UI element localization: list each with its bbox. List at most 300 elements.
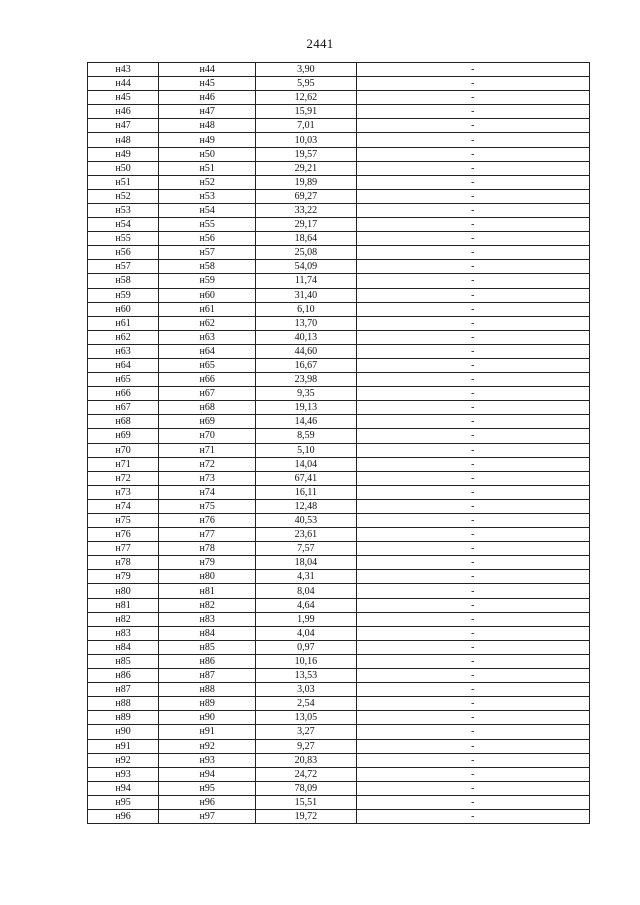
to-point-cell: н97 <box>159 809 256 823</box>
table-row <box>88 330 590 344</box>
note-cell <box>356 570 589 584</box>
distance-cell: 15,91 <box>256 105 356 119</box>
from-point-cell: н58 <box>88 274 159 288</box>
to-point-cell: н58 <box>159 260 256 274</box>
to-point-cell: н60 <box>159 288 256 302</box>
from-point-cell: н49 <box>88 147 159 161</box>
from-point-cell: н53 <box>88 203 159 217</box>
from-point-cell: н82 <box>88 612 159 626</box>
table-row <box>88 654 590 668</box>
to-point-cell: н83 <box>159 612 256 626</box>
note-dash: - <box>471 261 475 273</box>
distance-cell: 18,04 <box>256 556 356 570</box>
table-row <box>88 725 590 739</box>
distance-cell: 23,98 <box>256 373 356 387</box>
from-point-cell: н80 <box>88 584 159 598</box>
note-dash: - <box>471 134 475 146</box>
note-cell <box>356 189 589 203</box>
note-dash: - <box>471 219 475 231</box>
note-cell <box>356 753 589 767</box>
table-row <box>88 316 590 330</box>
from-point-cell: н94 <box>88 781 159 795</box>
to-point-cell: н72 <box>159 457 256 471</box>
note-cell <box>356 302 589 316</box>
note-cell <box>356 133 589 147</box>
note-dash: - <box>471 106 475 118</box>
note-cell <box>356 683 589 697</box>
from-point-cell: н75 <box>88 514 159 528</box>
note-dash: - <box>471 726 475 738</box>
from-point-cell: н89 <box>88 711 159 725</box>
from-point-cell: н63 <box>88 344 159 358</box>
table-row <box>88 358 590 372</box>
table-row <box>88 640 590 654</box>
distance-cell: 9,35 <box>256 387 356 401</box>
note-dash: - <box>471 120 475 132</box>
distance-cell: 4,64 <box>256 598 356 612</box>
table-row <box>88 302 590 316</box>
note-dash: - <box>471 486 475 498</box>
to-point-cell: н87 <box>159 669 256 683</box>
table-row <box>88 288 590 302</box>
note-cell <box>356 91 589 105</box>
note-dash: - <box>471 641 475 653</box>
from-point-cell: н88 <box>88 697 159 711</box>
note-cell <box>356 330 589 344</box>
to-point-cell: н96 <box>159 795 256 809</box>
table-row <box>88 161 590 175</box>
distance-cell: 0,97 <box>256 640 356 654</box>
to-point-cell: н78 <box>159 542 256 556</box>
distance-cell: 1,99 <box>256 612 356 626</box>
distance-cell: 25,08 <box>256 246 356 260</box>
boundary-points-table <box>87 62 590 824</box>
table-row <box>88 274 590 288</box>
note-dash: - <box>471 275 475 287</box>
distance-cell: 67,41 <box>256 471 356 485</box>
from-point-cell: н45 <box>88 91 159 105</box>
distance-cell: 12,62 <box>256 91 356 105</box>
note-dash: - <box>471 289 475 301</box>
distance-cell: 13,05 <box>256 711 356 725</box>
note-dash: - <box>471 599 475 611</box>
to-point-cell: н94 <box>159 767 256 781</box>
distance-cell: 10,16 <box>256 654 356 668</box>
note-cell <box>356 232 589 246</box>
to-point-cell: н82 <box>159 598 256 612</box>
note-dash: - <box>471 811 475 823</box>
distance-cell: 15,51 <box>256 795 356 809</box>
from-point-cell: н68 <box>88 415 159 429</box>
to-point-cell: н66 <box>159 373 256 387</box>
from-point-cell: н85 <box>88 654 159 668</box>
distance-cell: 3,03 <box>256 683 356 697</box>
to-point-cell: н65 <box>159 358 256 372</box>
table-row <box>88 711 590 725</box>
table-row <box>88 528 590 542</box>
note-dash: - <box>471 162 475 174</box>
note-cell <box>356 161 589 175</box>
to-point-cell: н80 <box>159 570 256 584</box>
table-row <box>88 246 590 260</box>
from-point-cell: н51 <box>88 175 159 189</box>
distance-cell: 69,27 <box>256 189 356 203</box>
note-cell <box>356 514 589 528</box>
distance-cell: 16,11 <box>256 485 356 499</box>
from-point-cell: н54 <box>88 218 159 232</box>
from-point-cell: н96 <box>88 809 159 823</box>
distance-cell: 78,09 <box>256 781 356 795</box>
from-point-cell: н55 <box>88 232 159 246</box>
to-point-cell: н76 <box>159 514 256 528</box>
table-row <box>88 499 590 513</box>
distance-cell: 19,57 <box>256 147 356 161</box>
note-cell <box>356 669 589 683</box>
note-cell <box>356 598 589 612</box>
to-point-cell: н64 <box>159 344 256 358</box>
distance-cell: 40,53 <box>256 514 356 528</box>
table-row <box>88 260 590 274</box>
to-point-cell: н92 <box>159 739 256 753</box>
note-dash: - <box>471 374 475 386</box>
table-row <box>88 683 590 697</box>
from-point-cell: н52 <box>88 189 159 203</box>
note-dash: - <box>471 317 475 329</box>
note-dash: - <box>471 402 475 414</box>
note-dash: - <box>471 64 475 76</box>
to-point-cell: н89 <box>159 697 256 711</box>
distance-cell: 40,13 <box>256 330 356 344</box>
table-row <box>88 147 590 161</box>
note-dash: - <box>471 176 475 188</box>
distance-cell: 8,04 <box>256 584 356 598</box>
note-dash: - <box>471 655 475 667</box>
to-point-cell: н67 <box>159 387 256 401</box>
note-cell <box>356 415 589 429</box>
table-row <box>88 189 590 203</box>
distance-cell: 16,67 <box>256 358 356 372</box>
note-cell <box>356 739 589 753</box>
table-row <box>88 485 590 499</box>
note-cell <box>356 528 589 542</box>
table-row <box>88 373 590 387</box>
from-point-cell: н69 <box>88 429 159 443</box>
note-cell <box>356 485 589 499</box>
table-row <box>88 514 590 528</box>
note-dash: - <box>471 247 475 259</box>
distance-cell: 31,40 <box>256 288 356 302</box>
note-dash: - <box>471 627 475 639</box>
distance-cell: 23,61 <box>256 528 356 542</box>
from-point-cell: н79 <box>88 570 159 584</box>
page-number: 2441 <box>306 36 334 51</box>
distance-cell: 29,17 <box>256 218 356 232</box>
distance-cell: 5,10 <box>256 443 356 457</box>
table-row <box>88 739 590 753</box>
from-point-cell: н67 <box>88 401 159 415</box>
note-dash: - <box>471 698 475 710</box>
note-dash: - <box>471 92 475 104</box>
to-point-cell: н49 <box>159 133 256 147</box>
note-cell <box>356 119 589 133</box>
table-row <box>88 809 590 823</box>
note-dash: - <box>471 430 475 442</box>
from-point-cell: н87 <box>88 683 159 697</box>
distance-cell: 5,95 <box>256 77 356 91</box>
note-cell <box>356 809 589 823</box>
table-row <box>88 119 590 133</box>
note-dash: - <box>471 458 475 470</box>
to-point-cell: н63 <box>159 330 256 344</box>
table-row <box>88 612 590 626</box>
to-point-cell: н51 <box>159 161 256 175</box>
distance-cell: 8,59 <box>256 429 356 443</box>
table-row <box>88 626 590 640</box>
table-row <box>88 344 590 358</box>
note-dash: - <box>471 78 475 90</box>
distance-cell: 24,72 <box>256 767 356 781</box>
table-row <box>88 598 590 612</box>
distance-cell: 4,31 <box>256 570 356 584</box>
note-dash: - <box>471 303 475 315</box>
to-point-cell: н47 <box>159 105 256 119</box>
note-cell <box>356 471 589 485</box>
from-point-cell: н73 <box>88 485 159 499</box>
to-point-cell: н52 <box>159 175 256 189</box>
from-point-cell: н84 <box>88 640 159 654</box>
distance-cell: 7,01 <box>256 119 356 133</box>
note-dash: - <box>471 768 475 780</box>
to-point-cell: н90 <box>159 711 256 725</box>
note-cell <box>356 147 589 161</box>
distance-cell: 2,54 <box>256 697 356 711</box>
table-row <box>88 91 590 105</box>
note-dash: - <box>471 529 475 541</box>
to-point-cell: н55 <box>159 218 256 232</box>
distance-cell: 12,48 <box>256 499 356 513</box>
note-cell <box>356 542 589 556</box>
note-cell <box>356 203 589 217</box>
distance-cell: 3,27 <box>256 725 356 739</box>
note-cell <box>356 105 589 119</box>
from-point-cell: н90 <box>88 725 159 739</box>
to-point-cell: н46 <box>159 91 256 105</box>
note-dash: - <box>471 712 475 724</box>
distance-cell: 19,13 <box>256 401 356 415</box>
from-point-cell: н71 <box>88 457 159 471</box>
note-cell <box>356 77 589 91</box>
to-point-cell: н75 <box>159 499 256 513</box>
table-row <box>88 63 590 77</box>
distance-cell: 7,57 <box>256 542 356 556</box>
from-point-cell: н91 <box>88 739 159 753</box>
note-cell <box>356 443 589 457</box>
table-row <box>88 753 590 767</box>
from-point-cell: н61 <box>88 316 159 330</box>
distance-cell: 9,27 <box>256 739 356 753</box>
distance-cell: 14,46 <box>256 415 356 429</box>
table-row <box>88 584 590 598</box>
table-row <box>88 767 590 781</box>
note-cell <box>356 584 589 598</box>
table-row <box>88 232 590 246</box>
to-point-cell: н50 <box>159 147 256 161</box>
to-point-cell: н73 <box>159 471 256 485</box>
note-cell <box>356 654 589 668</box>
from-point-cell: н56 <box>88 246 159 260</box>
note-dash: - <box>471 472 475 484</box>
note-dash: - <box>471 148 475 160</box>
note-dash: - <box>471 360 475 372</box>
distance-cell: 13,70 <box>256 316 356 330</box>
to-point-cell: н44 <box>159 63 256 77</box>
note-cell <box>356 711 589 725</box>
to-point-cell: н54 <box>159 203 256 217</box>
from-point-cell: н78 <box>88 556 159 570</box>
note-dash: - <box>471 796 475 808</box>
note-cell <box>356 499 589 513</box>
to-point-cell: н95 <box>159 781 256 795</box>
table-row <box>88 781 590 795</box>
to-point-cell: н93 <box>159 753 256 767</box>
from-point-cell: н65 <box>88 373 159 387</box>
table-row <box>88 570 590 584</box>
distance-cell: 13,53 <box>256 669 356 683</box>
from-point-cell: н77 <box>88 542 159 556</box>
note-dash: - <box>471 670 475 682</box>
note-cell <box>356 274 589 288</box>
table-row <box>88 457 590 471</box>
note-cell <box>356 373 589 387</box>
note-dash: - <box>471 571 475 583</box>
distance-cell: 33,22 <box>256 203 356 217</box>
from-point-cell: н95 <box>88 795 159 809</box>
from-point-cell: н43 <box>88 63 159 77</box>
from-point-cell: н59 <box>88 288 159 302</box>
note-dash: - <box>471 515 475 527</box>
table-row <box>88 415 590 429</box>
note-dash: - <box>471 388 475 400</box>
note-dash: - <box>471 585 475 597</box>
note-dash: - <box>471 416 475 428</box>
note-dash: - <box>471 740 475 752</box>
table-row <box>88 77 590 91</box>
from-point-cell: н60 <box>88 302 159 316</box>
table-row <box>88 175 590 189</box>
from-point-cell: н64 <box>88 358 159 372</box>
note-dash: - <box>471 444 475 456</box>
distance-cell: 4,04 <box>256 626 356 640</box>
table-row <box>88 443 590 457</box>
to-point-cell: н48 <box>159 119 256 133</box>
distance-cell: 3,90 <box>256 63 356 77</box>
table-row <box>88 133 590 147</box>
note-cell <box>356 63 589 77</box>
note-cell <box>356 218 589 232</box>
note-cell <box>356 288 589 302</box>
to-point-cell: н77 <box>159 528 256 542</box>
table-row <box>88 387 590 401</box>
table-body <box>88 63 590 824</box>
note-dash: - <box>471 684 475 696</box>
note-cell <box>356 697 589 711</box>
to-point-cell: н81 <box>159 584 256 598</box>
from-point-cell: н66 <box>88 387 159 401</box>
from-point-cell: н83 <box>88 626 159 640</box>
note-dash: - <box>471 204 475 216</box>
table-row <box>88 429 590 443</box>
distance-cell: 20,83 <box>256 753 356 767</box>
from-point-cell: н81 <box>88 598 159 612</box>
note-cell <box>356 626 589 640</box>
to-point-cell: н85 <box>159 640 256 654</box>
to-point-cell: н86 <box>159 654 256 668</box>
note-dash: - <box>471 543 475 555</box>
from-point-cell: н86 <box>88 669 159 683</box>
note-dash: - <box>471 613 475 625</box>
note-cell <box>356 260 589 274</box>
note-cell <box>356 429 589 443</box>
note-cell <box>356 795 589 809</box>
note-cell <box>356 401 589 415</box>
note-cell <box>356 175 589 189</box>
table-row <box>88 401 590 415</box>
table-row <box>88 542 590 556</box>
table-row <box>88 471 590 485</box>
note-cell <box>356 358 589 372</box>
note-cell <box>356 781 589 795</box>
distance-cell: 44,60 <box>256 344 356 358</box>
distance-cell: 54,09 <box>256 260 356 274</box>
table-row <box>88 105 590 119</box>
to-point-cell: н62 <box>159 316 256 330</box>
note-cell <box>356 316 589 330</box>
note-dash: - <box>471 557 475 569</box>
distance-cell: 6,10 <box>256 302 356 316</box>
to-point-cell: н88 <box>159 683 256 697</box>
to-point-cell: н71 <box>159 443 256 457</box>
to-point-cell: н56 <box>159 232 256 246</box>
to-point-cell: н84 <box>159 626 256 640</box>
table-row <box>88 669 590 683</box>
to-point-cell: н57 <box>159 246 256 260</box>
to-point-cell: н74 <box>159 485 256 499</box>
to-point-cell: н61 <box>159 302 256 316</box>
note-cell <box>356 387 589 401</box>
from-point-cell: н47 <box>88 119 159 133</box>
note-dash: - <box>471 754 475 766</box>
note-dash: - <box>471 233 475 245</box>
from-point-cell: н62 <box>88 330 159 344</box>
from-point-cell: н93 <box>88 767 159 781</box>
to-point-cell: н53 <box>159 189 256 203</box>
from-point-cell: н74 <box>88 499 159 513</box>
from-point-cell: н44 <box>88 77 159 91</box>
to-point-cell: н91 <box>159 725 256 739</box>
table-row <box>88 556 590 570</box>
from-point-cell: н50 <box>88 161 159 175</box>
from-point-cell: н70 <box>88 443 159 457</box>
to-point-cell: н59 <box>159 274 256 288</box>
table-row <box>88 218 590 232</box>
from-point-cell: н92 <box>88 753 159 767</box>
note-dash: - <box>471 782 475 794</box>
to-point-cell: н68 <box>159 401 256 415</box>
note-cell <box>356 640 589 654</box>
note-dash: - <box>471 331 475 343</box>
note-cell <box>356 344 589 358</box>
to-point-cell: н79 <box>159 556 256 570</box>
